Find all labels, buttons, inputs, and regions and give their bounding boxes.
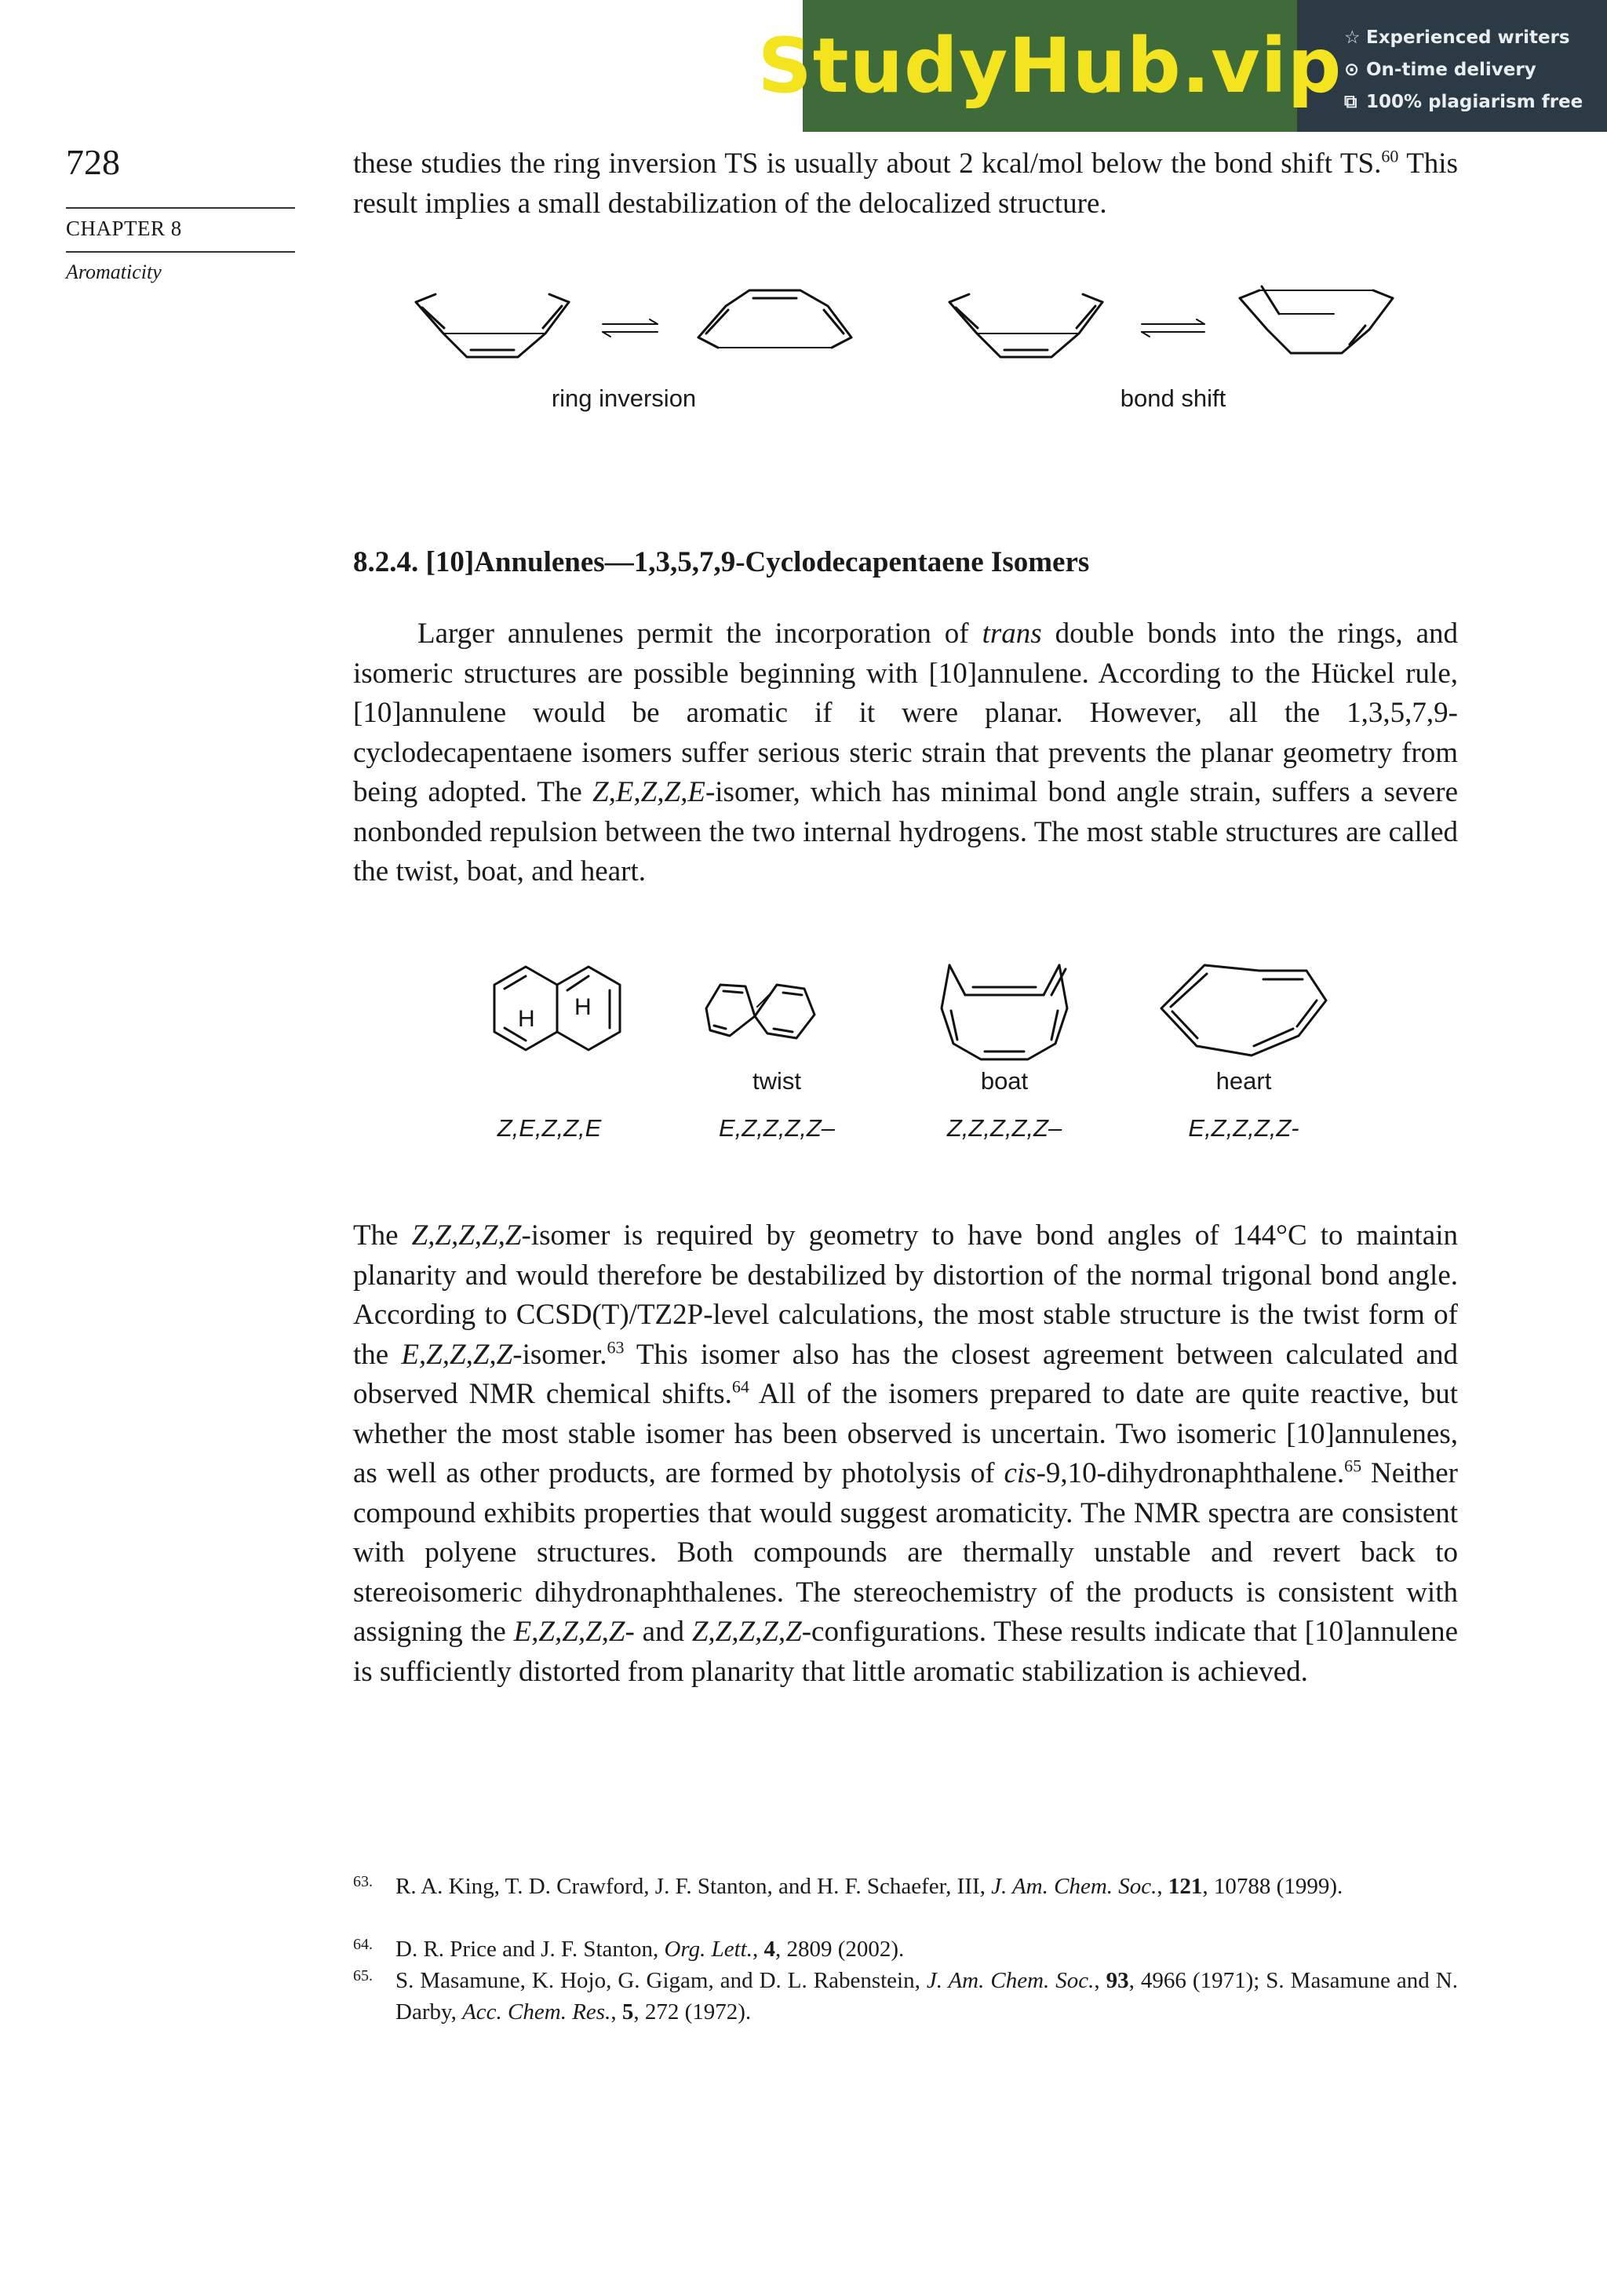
footnote: 63. R. A. King, T. D. Crawford, J. F. Stanton, and H. F. Schaefer, III, J. Am. Chem. Soc., 121, 10788 (1999). <box>353 1871 1458 1902</box>
footnote: 64. D. R. Price and J. F. Stanton, Org. Lett., 4, 2809 (2002). <box>353 1933 1458 1965</box>
banner-feature: ⊙ On-time delivery <box>1344 54 1603 86</box>
banner-feature: ⧉ 100% plagiarism free <box>1344 86 1603 118</box>
banner-logo-text: StudyHub.vip <box>757 22 1343 110</box>
chapter-label: CHAPTER 8 <box>66 217 182 240</box>
margin-rule <box>66 251 295 253</box>
isomer-config: Z,E,Z,Z,E <box>497 1114 602 1142</box>
ring-inversion-label: ring inversion <box>551 384 697 412</box>
internal-hydrogen-label: H <box>574 994 592 1020</box>
banner-features <box>1344 22 1603 118</box>
star-icon: ☆ <box>1344 27 1361 48</box>
twist-label: twist <box>752 1067 801 1095</box>
citation-ref[interactable]: 65 <box>1344 1456 1362 1476</box>
isomer-config: E,Z,Z,Z,Z– <box>718 1114 836 1142</box>
margin-rule <box>66 207 295 209</box>
footnote: 65. S. Masamune, K. Hojo, G. Gigam, and D. L. Rabenstein, J. Am. Chem. Soc., 93, 4966 (1971); S. Masamune and N. Darby, Acc. Chem. Res., 5, 272 (1972). <box>353 1965 1458 2028</box>
banner-logo[interactable] <box>757 0 1343 132</box>
twist-structure <box>706 985 814 1038</box>
cot-tub-structure <box>949 294 1102 357</box>
equilibrium-arrow <box>603 319 658 337</box>
cyclooctatetraene-scheme <box>392 275 1412 400</box>
boat-structure <box>942 965 1067 1059</box>
citation-ref[interactable]: 64 <box>731 1376 749 1397</box>
chapter-topic: Aromaticity <box>66 261 162 283</box>
cot-tub-bond-shifted-structure <box>1240 286 1393 353</box>
section-heading: 8.2.4. [10]Annulenes—1,3,5,7,9-Cyclodecapentaene Isomers <box>353 546 1090 578</box>
clock-icon: ⊙ <box>1344 60 1360 80</box>
citation-ref[interactable]: 60 <box>1381 146 1399 166</box>
ad-banner[interactable] <box>757 0 1607 132</box>
heart-structure <box>1161 965 1326 1055</box>
cot-tub-structure <box>416 294 569 357</box>
footnote-number: 64. <box>353 1936 373 1953</box>
heart-label: heart <box>1215 1067 1272 1095</box>
body-paragraph: The Z,Z,Z,Z,Z-isomer is required by geometry to have bond angles of 144°C to maintain planarity and would therefore be destabilized by distortion of the normal trigonal bond angle. According to CCSD(T)/TZ2P-level calculations, the most stable structure is the twist form of the E,Z,Z,Z,Z-isomer.$^{63}$ This isomer also has the closest agreement between calculated and observed NMR chemical shifts.$^{64}$ All of the isomers prepared to date are quite reactive, but whether the most stable isomer has been observed is uncertain. Two isomeric [10]annulenes, as well as other products, are formed by photolysis of cis-9,10-dihydronaphthalene.$^{65}$ Neither compound exhibits properties that would suggest aromaticity. The NMR spectra are consistent with polyene structures. Both compounds are thermally unstable and revert back to stereoisomeric dihydronaphthalenes. The stereochemistry of the products is consistent with assigning the E,Z,Z,Z,Z- and Z,Z,Z,Z,Z-configurations. These results indicate that [10]annulene is sufficiently distorted from planarity that little aromatic stabilization is achieved. <box>353 1219 1459 1688</box>
intro-paragraph: these studies the ring inversion TS is usually about 2 kcal/mol below the bond shift TS.$^{60}$ This result implies a small destabilization of the delocalized structure. <box>353 146 1458 220</box>
copy-icon: ⧉ <box>1344 92 1357 112</box>
annulene-isomers-scheme <box>471 946 1334 1083</box>
footnote-number: 65. <box>353 1967 373 1984</box>
boat-label: boat <box>980 1067 1029 1095</box>
internal-hydrogen-label: H <box>518 1006 535 1032</box>
zezze-structure <box>494 967 620 1050</box>
banner-feature: ☆ Experienced writers <box>1344 22 1603 54</box>
equilibrium-arrow <box>1142 319 1204 337</box>
isomer-config: E,Z,Z,Z,Z- <box>1188 1114 1299 1142</box>
body-paragraph: Larger annulenes permit the incorporation of trans double bonds into the rings, and isomeric structures are possible beginning with [10]annulene. According to the Hückel rule, [10]annulene would be aromatic if it were planar. However, all the 1,3,5,7,9-cyclodecapentaene isomers suffer serious steric strain that prevents the planar geometry from being adopted. The Z,E,Z,Z,E-isomer, which has minimal bond angle strain, suffers a severe nonbonded repulsion between the two internal hydrogens. The most stable structures are called the twist, boat, and heart. <box>353 618 1458 887</box>
cot-tub-inverted-structure <box>698 290 851 348</box>
citation-ref[interactable]: 63 <box>607 1337 625 1358</box>
bond-shift-label: bond shift <box>1120 384 1226 412</box>
footnote-number: 63. <box>353 1873 373 1890</box>
isomer-config: Z,Z,Z,Z,Z– <box>946 1114 1062 1142</box>
page-number: 728 <box>66 142 120 182</box>
